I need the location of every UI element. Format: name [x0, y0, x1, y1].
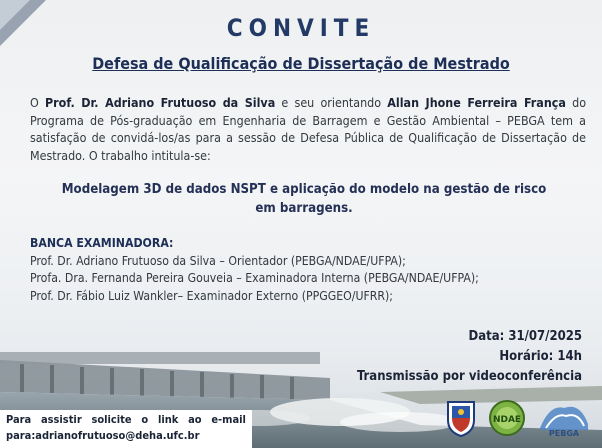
banca-heading: BANCA EXAMINADORA:: [30, 236, 174, 250]
work-title: Modelagem 3D de dados NSPT e aplicação do modelo na gestão de risco em barragens.: [61, 182, 547, 216]
event-transmission: Transmissão por videoconferência: [356, 369, 582, 384]
contact-word: link: [157, 413, 179, 426]
pebga-logo-text: PEBGA: [548, 429, 580, 438]
contact-box: [0, 410, 252, 448]
intro-paragraph: [30, 94, 586, 164]
student-name: Allan Jhone Ferreira França: [387, 95, 566, 110]
intro-text-3: do Programa de Pós-graduação em Engenharia de Barragem e Gestão Ambiental – PEBGA tem a satisfação de convidá-los/as para a sessão de Defesa Pública de Qualificação de Dissertação de Mestrado. O trabalho intitula-se:: [30, 95, 587, 163]
event-details: [357, 327, 582, 387]
contact-word: assistir: [40, 413, 82, 426]
university-crest-logo: [440, 398, 482, 438]
banca-member: Prof. Dr. Adriano Frutuoso da Silva – Orientador (PEBGA/NDAE/UFPA);: [30, 253, 406, 268]
contact-word: Para: [6, 413, 32, 426]
contact-email[interactable]: para:adrianofrutuoso@deha.ufc.br: [6, 429, 200, 442]
contact-line: [6, 412, 246, 428]
banca-member: Prof. Dr. Fábio Luiz Wankler– Examinador Externo (PPGGEO/UFRR);: [30, 288, 394, 303]
contact-word: ao: [188, 413, 202, 426]
banca-member: Profa. Dra. Fernanda Pereira Gouveia – Examinadora Interna (PEBGA/NDAE/UFPA);: [30, 271, 479, 285]
event-time: Horário: 14h: [499, 349, 582, 364]
ndae-logo: [486, 398, 528, 438]
page-subtitle: Defesa de Qualificação de Dissertação de Mestrado: [92, 54, 510, 73]
intro-text-2: e seu orientando: [275, 95, 388, 110]
pebga-logo: [536, 398, 592, 438]
contact-word: solicite: [91, 413, 132, 426]
contact-word: e-mail: [211, 413, 246, 426]
event-date: Data: 31/07/2025: [468, 329, 582, 344]
intro-text-1: O: [30, 95, 45, 110]
page-title: CONVITE: [226, 14, 376, 42]
banca-section: [30, 235, 479, 305]
ndae-logo-text: NDAE: [492, 415, 522, 425]
contact-word: o: [141, 413, 149, 426]
advisor-name: Prof. Dr. Adriano Frutuoso da Silva: [45, 95, 276, 110]
